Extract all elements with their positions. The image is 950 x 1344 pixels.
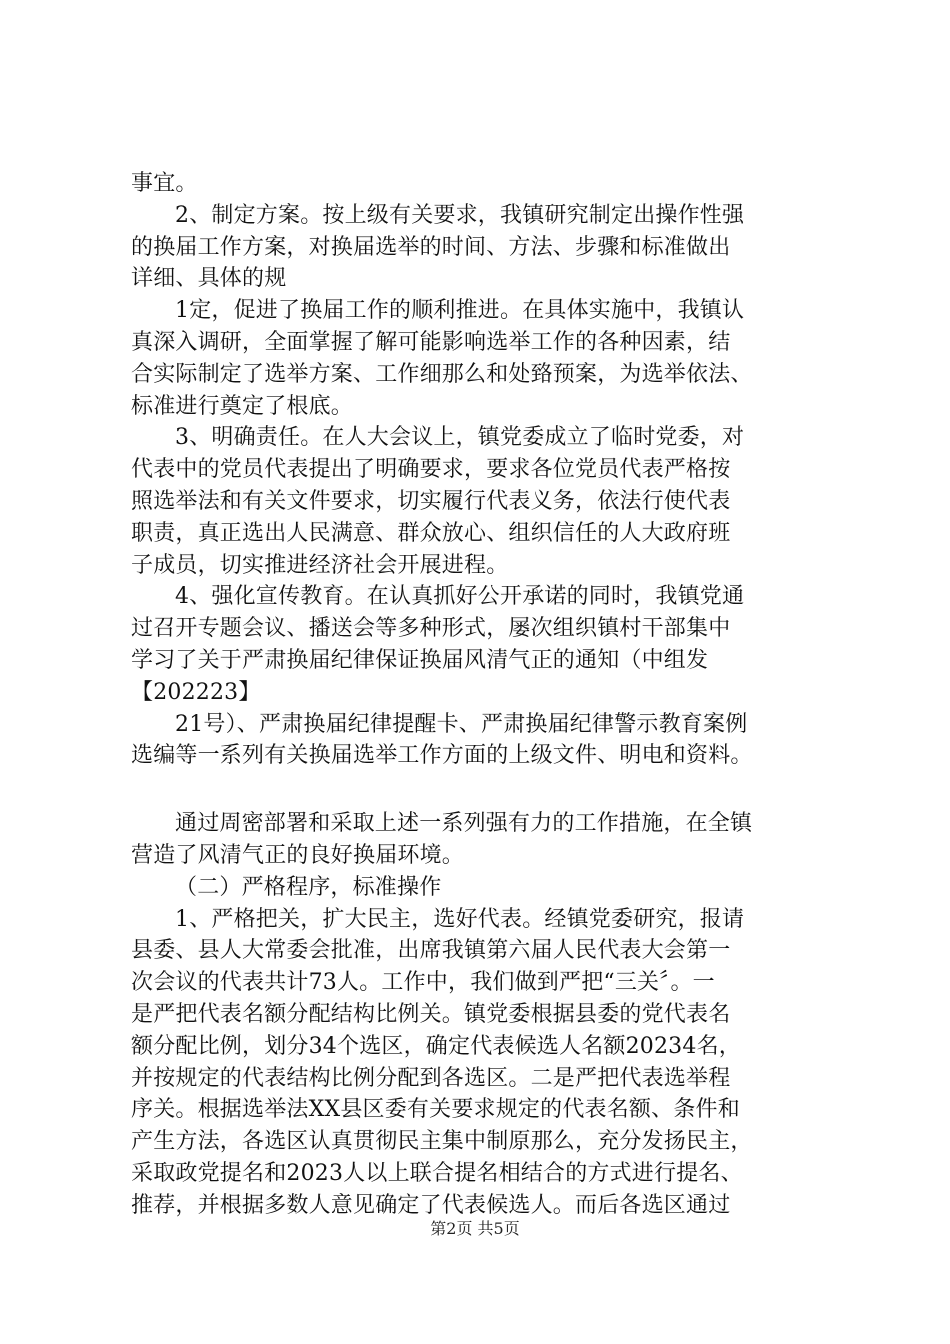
text-line: 代表中的党员代表提出了明确要求，要求各位党员代表严格按 <box>131 457 731 483</box>
text-line: 4、强化宣传教育。在认真抓好公开承诺的同时，我镇党通 <box>175 584 745 610</box>
text-line: 3、明确责任。在人大会议上，镇党委成立了临时党委，对 <box>175 425 745 451</box>
text-line: 产生方法，各选区认真贯彻民主集中制原那么，充分发扬民主， <box>131 1129 753 1155</box>
text-line: 标准进行奠定了根底。 <box>131 393 354 419</box>
text-line: 照选举法和有关文件要求，切实履行代表义务，依法行使代表 <box>131 488 731 514</box>
text-line: 是严把代表名额分配结构比例关。镇党委根据县委的党代表名 <box>131 1001 731 1027</box>
document-body <box>131 168 831 1222</box>
text-line: 的换届工作方案，对换届选举的时间、方法、步骤和标准做出 <box>131 234 731 260</box>
text-line: 事宜。 <box>131 171 198 196</box>
text-line: 1定，促进了换届工作的顺利推进。在具体实施中，我镇认 <box>175 298 745 324</box>
text-line: 次会议的代表共计73人。工作中，我们做到严把“三关〞。一 <box>131 970 715 996</box>
text-line: 序关。根据选举法XX县区委有关要求规定的代表名额、条件和 <box>131 1097 740 1123</box>
text-line: 通过周密部署和采取上述一系列强有力的工作措施，在全镇 <box>175 811 753 837</box>
text-line: 1、严格把关，扩大民主，选好代表。经镇党委研究，报请 <box>175 906 745 932</box>
text-line: 21号）、严肃换届纪律提醒卡、严肃换届纪律警示教育案例 <box>175 711 748 737</box>
paragraph-gap <box>131 772 831 808</box>
text-line: 2、制定方案。按上级有关要求，我镇研究制定出操作性强 <box>175 202 745 228</box>
text-line: 采取政党提名和2023人以上联合提名相结合的方式进行提名、 <box>131 1160 743 1186</box>
text-line: 过召开专题会议、播送会等多种形式，屡次组织镇村干部集中 <box>131 616 731 642</box>
text-line: 详细、具体的规 <box>131 266 287 292</box>
text-line: 额分配比例，划分34个选区，确定代表候选人名额20234名， <box>131 1033 741 1059</box>
text-line: 职责，真正选出人民满意、群众放心、组织信任的人大政府班 <box>131 520 731 546</box>
text-line: 真深入调研，全面掌握了解可能影响选举工作的各种因素，结 <box>131 329 731 355</box>
page-number: 第2页 共5页 <box>430 1219 520 1238</box>
text-line: 选编等一系列有关换届选举工作方面的上级文件、明电和资料。 <box>131 743 753 769</box>
text-line: 县委、县人大常委会批准，出席我镇第六届人民代表大会第一 <box>131 938 731 964</box>
text-line: 推荐，并根据多数人意见确定了代表候选人。而后各选区通过 <box>131 1192 731 1218</box>
section-heading: （二）严格程序，标准操作 <box>175 874 442 900</box>
text-line: 并按规定的代表结构比例分配到各选区。二是严把代表选举程 <box>131 1065 731 1091</box>
text-line: 学习了关于严肃换届纪律保证换届风清气正的通知（中组发 <box>131 647 709 673</box>
text-line: 营造了风清气正的良好换届环境。 <box>131 842 465 868</box>
text-line: 【202223】 <box>131 679 261 705</box>
text-line: 子成员，切实推进经济社会开展进程。 <box>131 552 509 578</box>
text-line: 合实际制定了选举方案、工作细那么和处臵预案，为选举依法、 <box>131 361 753 387</box>
